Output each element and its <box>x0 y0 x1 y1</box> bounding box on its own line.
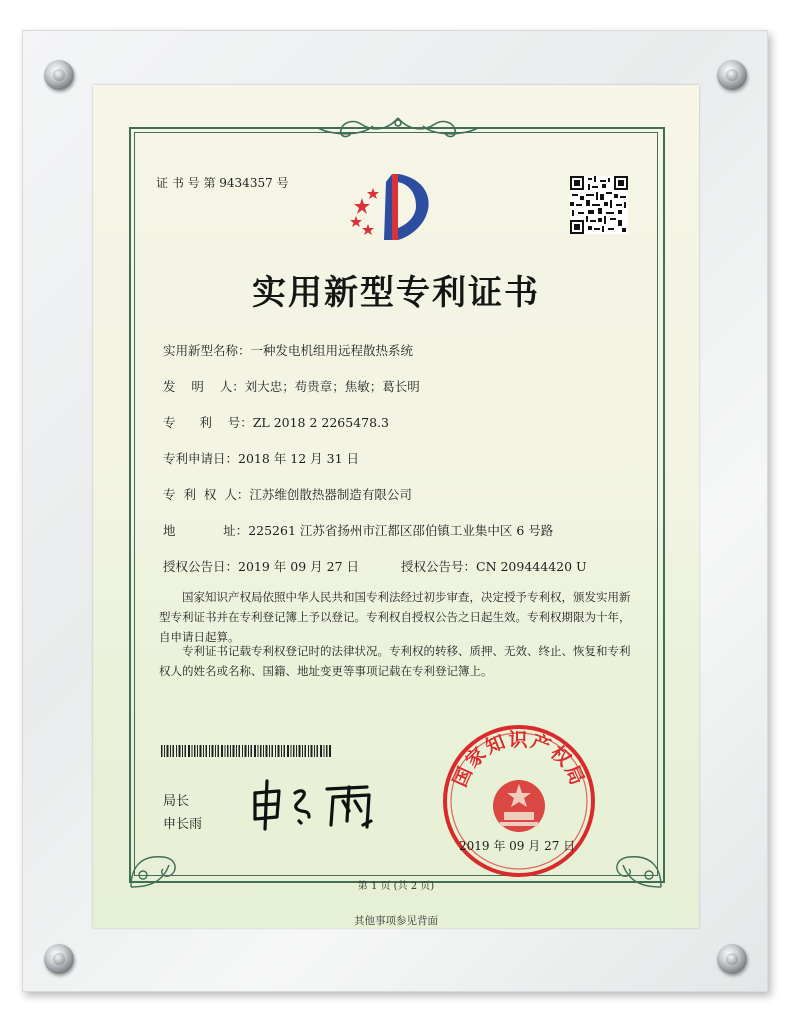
qr-code <box>570 176 628 234</box>
field-label: 发 明 人： <box>163 379 245 394</box>
field-value: 江苏维创散热器制造有限公司 <box>249 487 412 502</box>
barcode <box>161 745 331 757</box>
body-paragraph-2: 专利证书记载专利权登记时的法律状况。专利权的转移、质押、无效、终止、恢复和专利权人的姓名或名称、国籍、地址变更等事项记载在专利登记簿上。 <box>159 644 631 678</box>
field-label: 授权公告日： <box>163 559 239 574</box>
signatory-name: 申长雨 <box>163 817 203 832</box>
field-label: 专 利 权 人： <box>163 487 250 502</box>
field-grant-announcement <box>163 557 633 575</box>
field-address <box>163 521 633 539</box>
seal-text: 国家知识产权局 <box>449 729 589 791</box>
field-inventor <box>163 377 633 395</box>
certificate-paper <box>93 85 699 928</box>
certificate-number-value: 9434357 <box>219 176 273 190</box>
top-ornament <box>313 112 483 142</box>
field-label: 授权公告号： <box>400 559 476 574</box>
field-patentee <box>163 485 633 503</box>
page-indicator: 第 1 页 (共 2 页) <box>357 881 435 892</box>
screw-bottom-right <box>717 944 747 974</box>
screw-bottom-left <box>44 944 74 974</box>
screw-top-left <box>44 60 74 90</box>
field-utility-model-name <box>163 341 633 359</box>
field-value: 2018 年 12 月 31 日 <box>238 451 360 466</box>
field-filing-date <box>163 449 633 467</box>
back-note: 其他事项参见背面 <box>354 915 438 927</box>
patent-office-logo <box>346 168 438 246</box>
field-value: 225261 江苏省扬州市江都区邵伯镇工业集中区 6 号路 <box>248 523 554 538</box>
certificate-number-label: 证 书 号 第 <box>156 176 216 190</box>
field-label: 专 利 号： <box>163 415 253 430</box>
seal-date: 2019 年 09 月 27 日 <box>459 839 576 853</box>
certificate-number <box>156 174 289 191</box>
field-value: CN 209444420 U <box>476 559 587 574</box>
signatory-title: 局长 <box>163 794 190 809</box>
field-value: ZL 2018 2 2265478.3 <box>252 415 390 430</box>
field-label: 专利申请日： <box>163 451 239 466</box>
field-value: 2019 年 09 月 27 日 <box>238 559 360 574</box>
body-paragraph-1: 国家知识产权局依照中华人民共和国专利法经过初步审查，决定授予专利权，颁发实用新型专利证书并在专利登记簿上予以登记。专利权自授权公告之日起生效。专利权期限为十年，自申请日起算。 <box>159 590 631 644</box>
field-label: 地 址： <box>163 523 249 538</box>
field-patent-number <box>163 413 633 431</box>
screw-top-right <box>717 60 747 90</box>
certificate-number-suffix: 号 <box>276 176 289 190</box>
certificate-title: 实用新型专利证书 <box>252 273 540 313</box>
handwritten-signature <box>243 775 393 831</box>
field-value: 刘大忠；苟贵章；焦敏；葛长明 <box>244 379 420 394</box>
field-value: 一种发电机组用远程散热系统 <box>250 343 414 358</box>
field-label: 实用新型名称： <box>163 343 251 358</box>
official-seal <box>438 720 600 882</box>
